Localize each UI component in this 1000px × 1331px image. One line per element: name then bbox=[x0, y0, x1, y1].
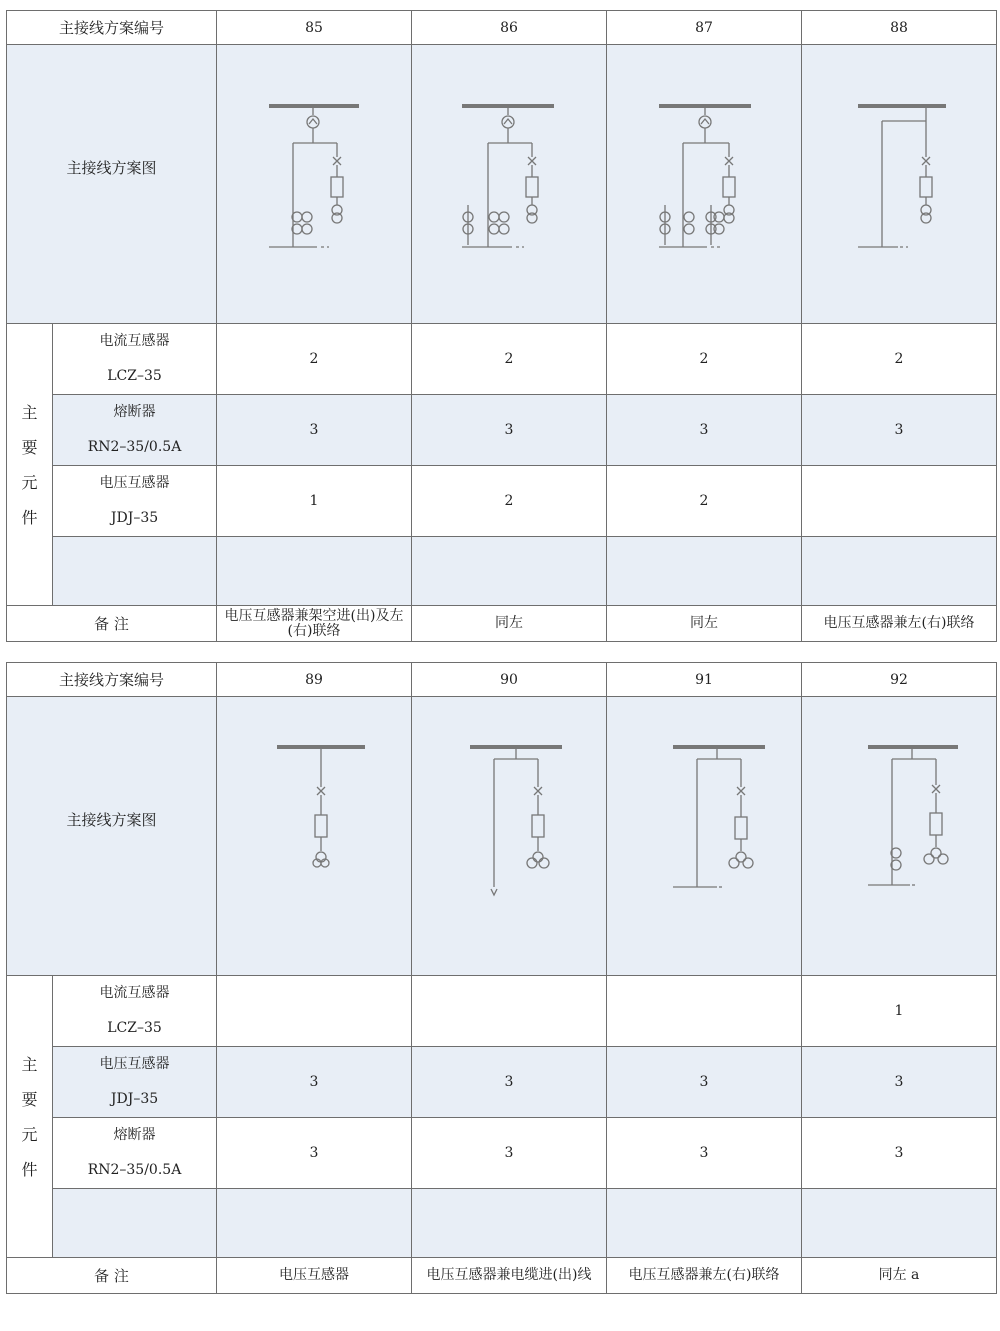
scheme-note: 同左 bbox=[412, 606, 607, 642]
scheme-number: 90 bbox=[412, 663, 607, 697]
component-label: 熔断器 RN2–35/0.5A bbox=[53, 1118, 217, 1189]
header-label: 主接线方案编号 bbox=[7, 663, 217, 697]
scheme-note: 电压互感器兼电缆进(出)线 bbox=[412, 1258, 607, 1294]
component-quantity: 3 bbox=[802, 1118, 997, 1189]
scheme-diagram-87 bbox=[607, 45, 802, 324]
scheme-diagram-85 bbox=[217, 45, 412, 324]
component-quantity: 3 bbox=[607, 1047, 802, 1118]
single-line-diagram bbox=[802, 697, 997, 975]
note-label: 备 注 bbox=[7, 606, 217, 642]
scheme-number: 92 bbox=[802, 663, 997, 697]
component-quantity bbox=[412, 537, 607, 606]
component-quantity bbox=[412, 1189, 607, 1258]
component-quantity bbox=[217, 1189, 412, 1258]
single-line-diagram bbox=[412, 45, 607, 323]
component-quantity bbox=[802, 537, 997, 606]
diagram-label: 主接线方案图 bbox=[7, 697, 217, 976]
single-line-diagram bbox=[412, 697, 607, 975]
component-quantity: 3 bbox=[217, 1118, 412, 1189]
scheme-note: 电压互感器 bbox=[217, 1258, 412, 1294]
scheme-number: 85 bbox=[217, 11, 412, 45]
scheme-note: 同左 a bbox=[802, 1258, 997, 1294]
scheme-diagram-91 bbox=[607, 697, 802, 976]
component-quantity bbox=[217, 537, 412, 606]
component-quantity bbox=[607, 1189, 802, 1258]
component-quantity bbox=[802, 466, 997, 537]
component-quantity: 3 bbox=[412, 395, 607, 466]
scheme-number: 87 bbox=[607, 11, 802, 45]
component-quantity: 1 bbox=[217, 466, 412, 537]
scheme-table-1 bbox=[6, 10, 997, 642]
scheme-note: 电压互感器兼架空进(出)及左(右)联络 bbox=[217, 606, 412, 642]
component-quantity: 3 bbox=[217, 395, 412, 466]
note-label: 备 注 bbox=[7, 1258, 217, 1294]
component-label: 电流互感器 LCZ–35 bbox=[53, 976, 217, 1047]
component-quantity: 3 bbox=[412, 1047, 607, 1118]
component-quantity: 2 bbox=[412, 324, 607, 395]
scheme-diagram-86 bbox=[412, 45, 607, 324]
single-line-diagram bbox=[802, 45, 997, 323]
single-line-diagram bbox=[607, 697, 802, 975]
scheme-note: 电压互感器兼左(右)联络 bbox=[607, 1258, 802, 1294]
component-quantity bbox=[802, 1189, 997, 1258]
component-quantity bbox=[412, 976, 607, 1047]
component-quantity bbox=[607, 537, 802, 606]
component-quantity: 2 bbox=[802, 324, 997, 395]
component-quantity: 3 bbox=[607, 1118, 802, 1189]
single-line-diagram bbox=[217, 45, 412, 323]
component-quantity: 3 bbox=[802, 395, 997, 466]
component-quantity: 3 bbox=[412, 1118, 607, 1189]
component-quantity: 2 bbox=[607, 324, 802, 395]
component-label: 电压互感器 JDJ–35 bbox=[53, 466, 217, 537]
group-label-main-components: 主 要 元 件 bbox=[7, 976, 53, 1258]
component-quantity: 1 bbox=[802, 976, 997, 1047]
component-quantity: 2 bbox=[412, 466, 607, 537]
component-quantity: 3 bbox=[607, 395, 802, 466]
single-line-diagram bbox=[607, 45, 802, 323]
diagram-label: 主接线方案图 bbox=[7, 45, 217, 324]
group-label-main-components: 主 要 元 件 bbox=[7, 324, 53, 606]
component-quantity: 2 bbox=[217, 324, 412, 395]
component-quantity: 3 bbox=[802, 1047, 997, 1118]
scheme-number: 86 bbox=[412, 11, 607, 45]
scheme-number: 88 bbox=[802, 11, 997, 45]
scheme-number: 91 bbox=[607, 663, 802, 697]
scheme-note: 同左 bbox=[607, 606, 802, 642]
scheme-table-2 bbox=[6, 662, 997, 1294]
component-quantity bbox=[217, 976, 412, 1047]
component-label: 熔断器 RN2–35/0.5A bbox=[53, 395, 217, 466]
scheme-diagram-88 bbox=[802, 45, 997, 324]
component-quantity: 2 bbox=[607, 466, 802, 537]
component-label-empty bbox=[53, 537, 217, 606]
single-line-diagram bbox=[217, 697, 412, 975]
scheme-diagram-92 bbox=[802, 697, 997, 976]
component-label: 电压互感器 JDJ–35 bbox=[53, 1047, 217, 1118]
scheme-diagram-90 bbox=[412, 697, 607, 976]
scheme-number: 89 bbox=[217, 663, 412, 697]
header-label: 主接线方案编号 bbox=[7, 11, 217, 45]
component-label: 电流互感器 LCZ–35 bbox=[53, 324, 217, 395]
scheme-note: 电压互感器兼左(右)联络 bbox=[802, 606, 997, 642]
component-quantity: 3 bbox=[217, 1047, 412, 1118]
component-quantity bbox=[607, 976, 802, 1047]
component-label-empty bbox=[53, 1189, 217, 1258]
scheme-diagram-89 bbox=[217, 697, 412, 976]
